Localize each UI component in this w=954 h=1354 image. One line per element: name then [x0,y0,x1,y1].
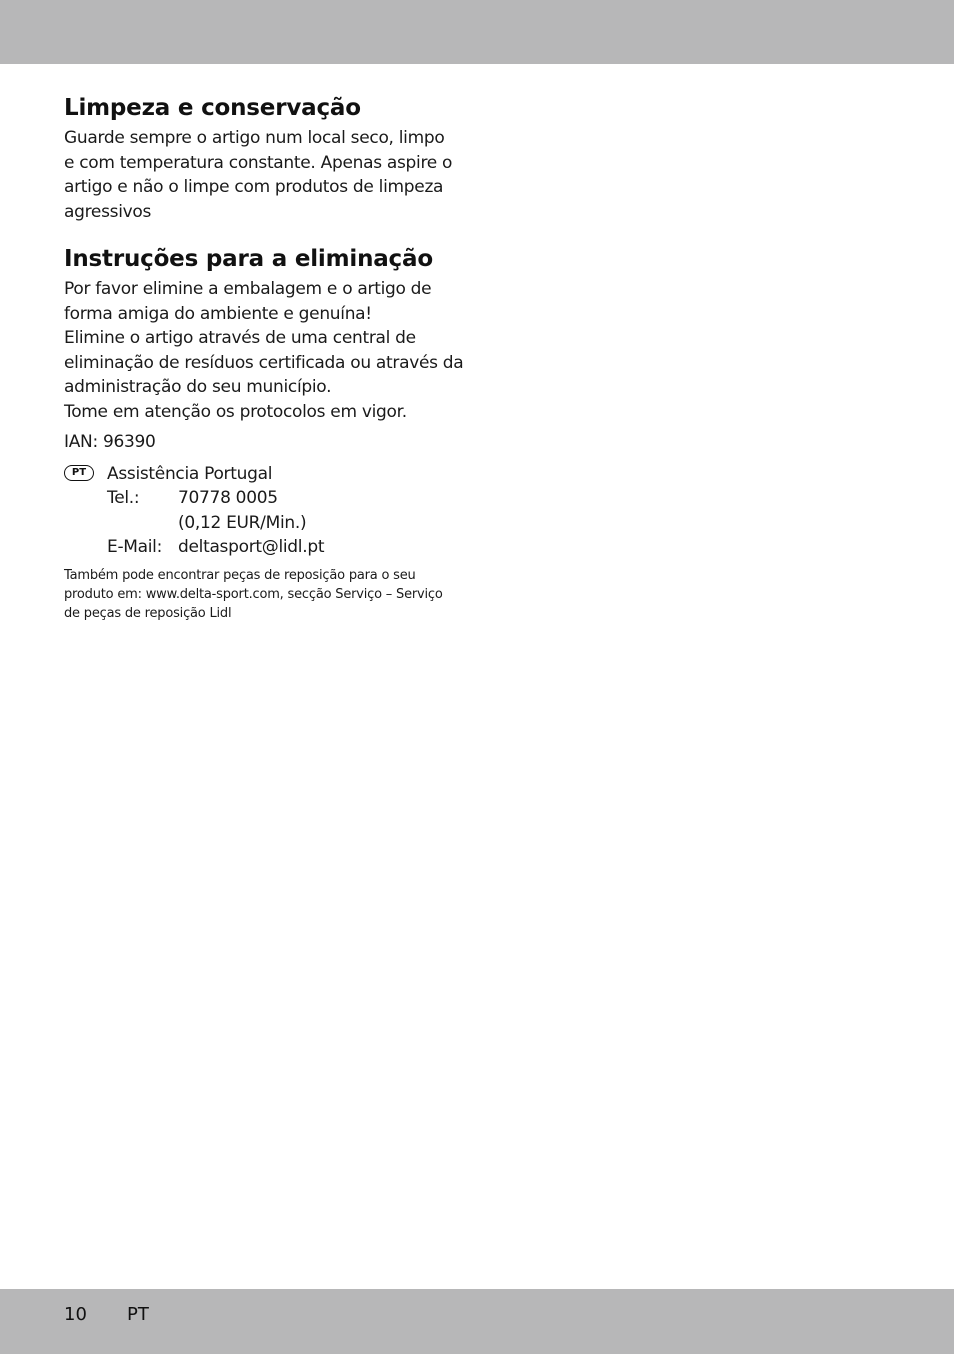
country-badge-pt: PT [64,465,94,481]
text-line: agressivos [64,201,152,222]
header-band [0,0,954,64]
tel-rate: (0,12 EUR/Min.) [178,512,307,533]
language-code: PT [127,1304,149,1325]
text-line: artigo e não o limpe com produtos de limpeza [64,177,444,197]
spare-parts-note [64,566,454,623]
text-line: Também pode encontrar peças de reposição para o seu [64,567,416,583]
email-label: E-Mail: [107,537,163,557]
page-number: 10 [64,1304,87,1325]
tel-value: 70778 0005 [178,488,278,508]
text-line: produto em: www.delta-sport.com, secção Serviço – Serviço [64,586,443,602]
service-name: Assistência Portugal [107,463,273,484]
text-line: Elimine o artigo através de uma central de [64,328,416,348]
tel-label: Tel.: [107,488,140,508]
tel-rate-spacer [107,511,178,536]
text-line: Por favor elimine a embalagem e o artigo de [64,279,432,299]
email-value: deltasport@lidl.pt [178,537,325,557]
email-row [107,535,464,560]
cleaning-paragraph [64,126,464,224]
text-line: Tome em atenção os protocolos em vigor. [64,401,407,422]
section-title-disposal: Instruções para a eliminação [64,246,433,272]
text-line: eliminação de resíduos certificada ou através da [64,352,464,373]
text-line: e com temperatura constante. Apenas aspire o [64,152,453,173]
text-line: de peças de reposição Lidl [64,605,232,621]
service-name-row [107,462,464,487]
service-contact [64,462,464,560]
page-content [64,92,464,623]
text-line: Guarde sempre o artigo num local seco, limpo [64,128,445,148]
tel-rate-row [107,511,464,536]
tel-row [107,486,464,511]
ian-number: IAN: 96390 [64,432,156,452]
disposal-paragraph [64,277,464,424]
section-title-cleaning: Limpeza e conservação [64,95,361,121]
text-line: forma amiga do ambiente e genuína! [64,303,372,324]
text-line: administração do seu município. [64,377,332,397]
